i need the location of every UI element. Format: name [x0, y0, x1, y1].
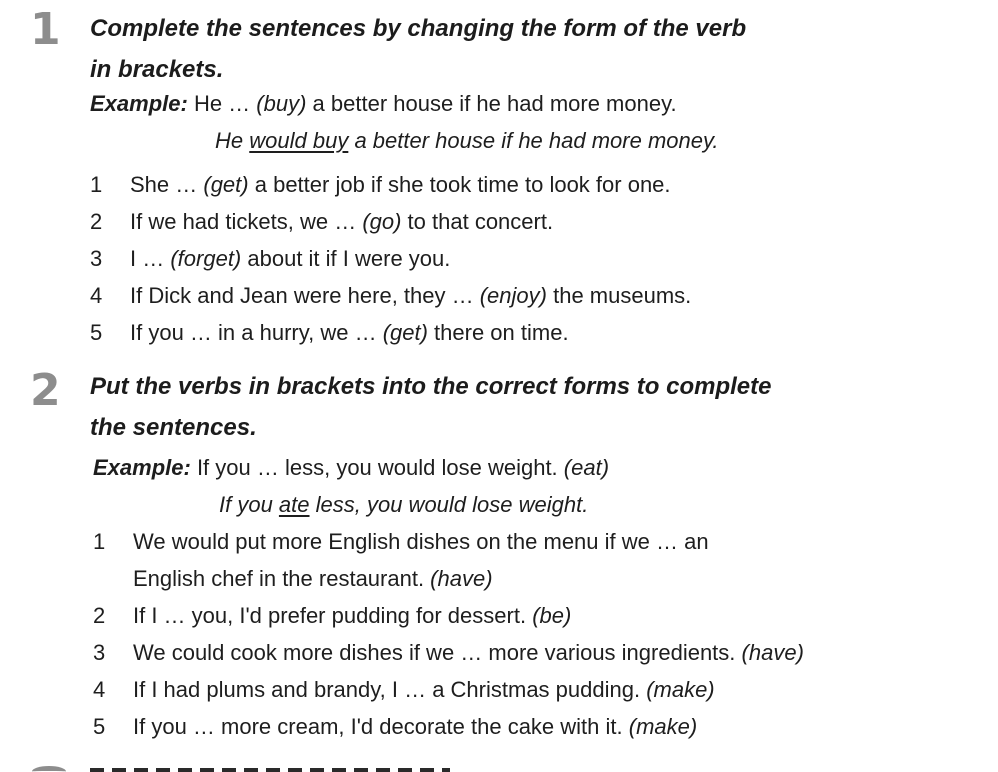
- list-item: [90, 172, 671, 198]
- item-text: If you … in a hurry, we …: [130, 320, 383, 345]
- item-text: If you … more cream, I'd decorate the cake with it.: [133, 714, 629, 739]
- item-number: 2: [90, 209, 103, 234]
- example-verb: (buy): [256, 91, 307, 116]
- item-text: If we had tickets, we …: [130, 209, 363, 234]
- item-verb: (have): [430, 566, 493, 591]
- example-sentence: [93, 455, 609, 481]
- item-verb: (get): [203, 172, 249, 197]
- item-verb: (make): [646, 677, 715, 702]
- example-text-end: a better house if he had more money.: [306, 91, 677, 116]
- answer-text-start: He: [215, 128, 250, 153]
- item-text-end: to that concert.: [401, 209, 554, 234]
- item-text: If I … you, I'd prefer pudding for dessert.: [133, 603, 533, 628]
- item-verb: (get): [382, 320, 428, 345]
- list-item: [90, 320, 569, 346]
- instructions-line-1: Complete the sentences by changing the form of the verb: [90, 15, 747, 42]
- exercise-instructions: [90, 8, 880, 90]
- item-text-end: a better job if she took time to look for one.: [248, 172, 671, 197]
- item-text: If I had plums and brandy, I … a Christmas pudding.: [133, 677, 647, 702]
- item-text-end: there on time.: [427, 320, 569, 345]
- item-number: 1: [93, 529, 106, 554]
- answer-text-end: less, you would lose weight.: [309, 492, 589, 517]
- item-text: If Dick and Jean were here, they …: [130, 283, 480, 308]
- item-verb: (go): [362, 209, 402, 234]
- list-item: [93, 640, 804, 666]
- item-number: 1: [90, 172, 103, 197]
- item-number: 5: [90, 320, 103, 345]
- item-verb: (enjoy): [479, 283, 547, 308]
- example-verb: (eat): [563, 455, 610, 480]
- item-number: 2: [93, 603, 106, 628]
- item-text: She …: [130, 172, 204, 197]
- answer-text-end: a better house if he had more money.: [348, 128, 719, 153]
- next-exercise-cropped: [30, 762, 450, 772]
- list-item: [93, 529, 709, 555]
- item-number: 3: [90, 246, 103, 271]
- item-number: 4: [90, 283, 103, 308]
- list-item-continuation: [133, 566, 493, 592]
- exercise-number: 1: [30, 4, 61, 55]
- example-sentence: [90, 91, 677, 117]
- exercise-instructions: [90, 366, 880, 448]
- item-text: We could cook more dishes if we … more various ingredients.: [133, 640, 742, 665]
- answer-text-start: If you: [219, 492, 279, 517]
- item-verb: (be): [532, 603, 572, 628]
- list-item: [90, 209, 553, 235]
- instructions-line-2: the sentences.: [90, 414, 257, 441]
- example-answer: [219, 492, 588, 518]
- answer-underlined: ate: [278, 492, 310, 517]
- list-item: [93, 677, 715, 703]
- example-label: Example:: [93, 455, 191, 480]
- item-number: 4: [93, 677, 106, 702]
- list-item: [93, 603, 571, 629]
- item-text-end: about it if I were you.: [241, 246, 451, 271]
- item-text-end: the museums.: [546, 283, 692, 308]
- example-label: Example:: [90, 91, 188, 116]
- example-text-start: If you … less, you would lose weight.: [190, 455, 564, 480]
- item-verb: (make): [628, 714, 698, 739]
- item-text: English chef in the restaurant.: [133, 566, 431, 591]
- cropped-exercise-number: [32, 766, 66, 772]
- item-text: I …: [130, 246, 171, 271]
- item-verb: (forget): [170, 246, 242, 271]
- exercise-number: 2: [30, 365, 61, 416]
- example-answer: [215, 128, 718, 154]
- list-item: [93, 714, 697, 740]
- answer-underlined: would buy: [249, 128, 349, 153]
- item-verb: (have): [741, 640, 804, 665]
- item-number: 3: [93, 640, 106, 665]
- example-text-start: He …: [187, 91, 257, 116]
- instructions-line-2: in brackets.: [90, 56, 224, 83]
- item-number: 5: [93, 714, 106, 739]
- cropped-instructions-text: [90, 768, 450, 772]
- instructions-line-1: Put the verbs in brackets into the correct forms to complete: [90, 373, 772, 400]
- list-item: [90, 283, 691, 309]
- item-text: We would put more English dishes on the menu if we … an: [133, 529, 709, 554]
- list-item: [90, 246, 450, 272]
